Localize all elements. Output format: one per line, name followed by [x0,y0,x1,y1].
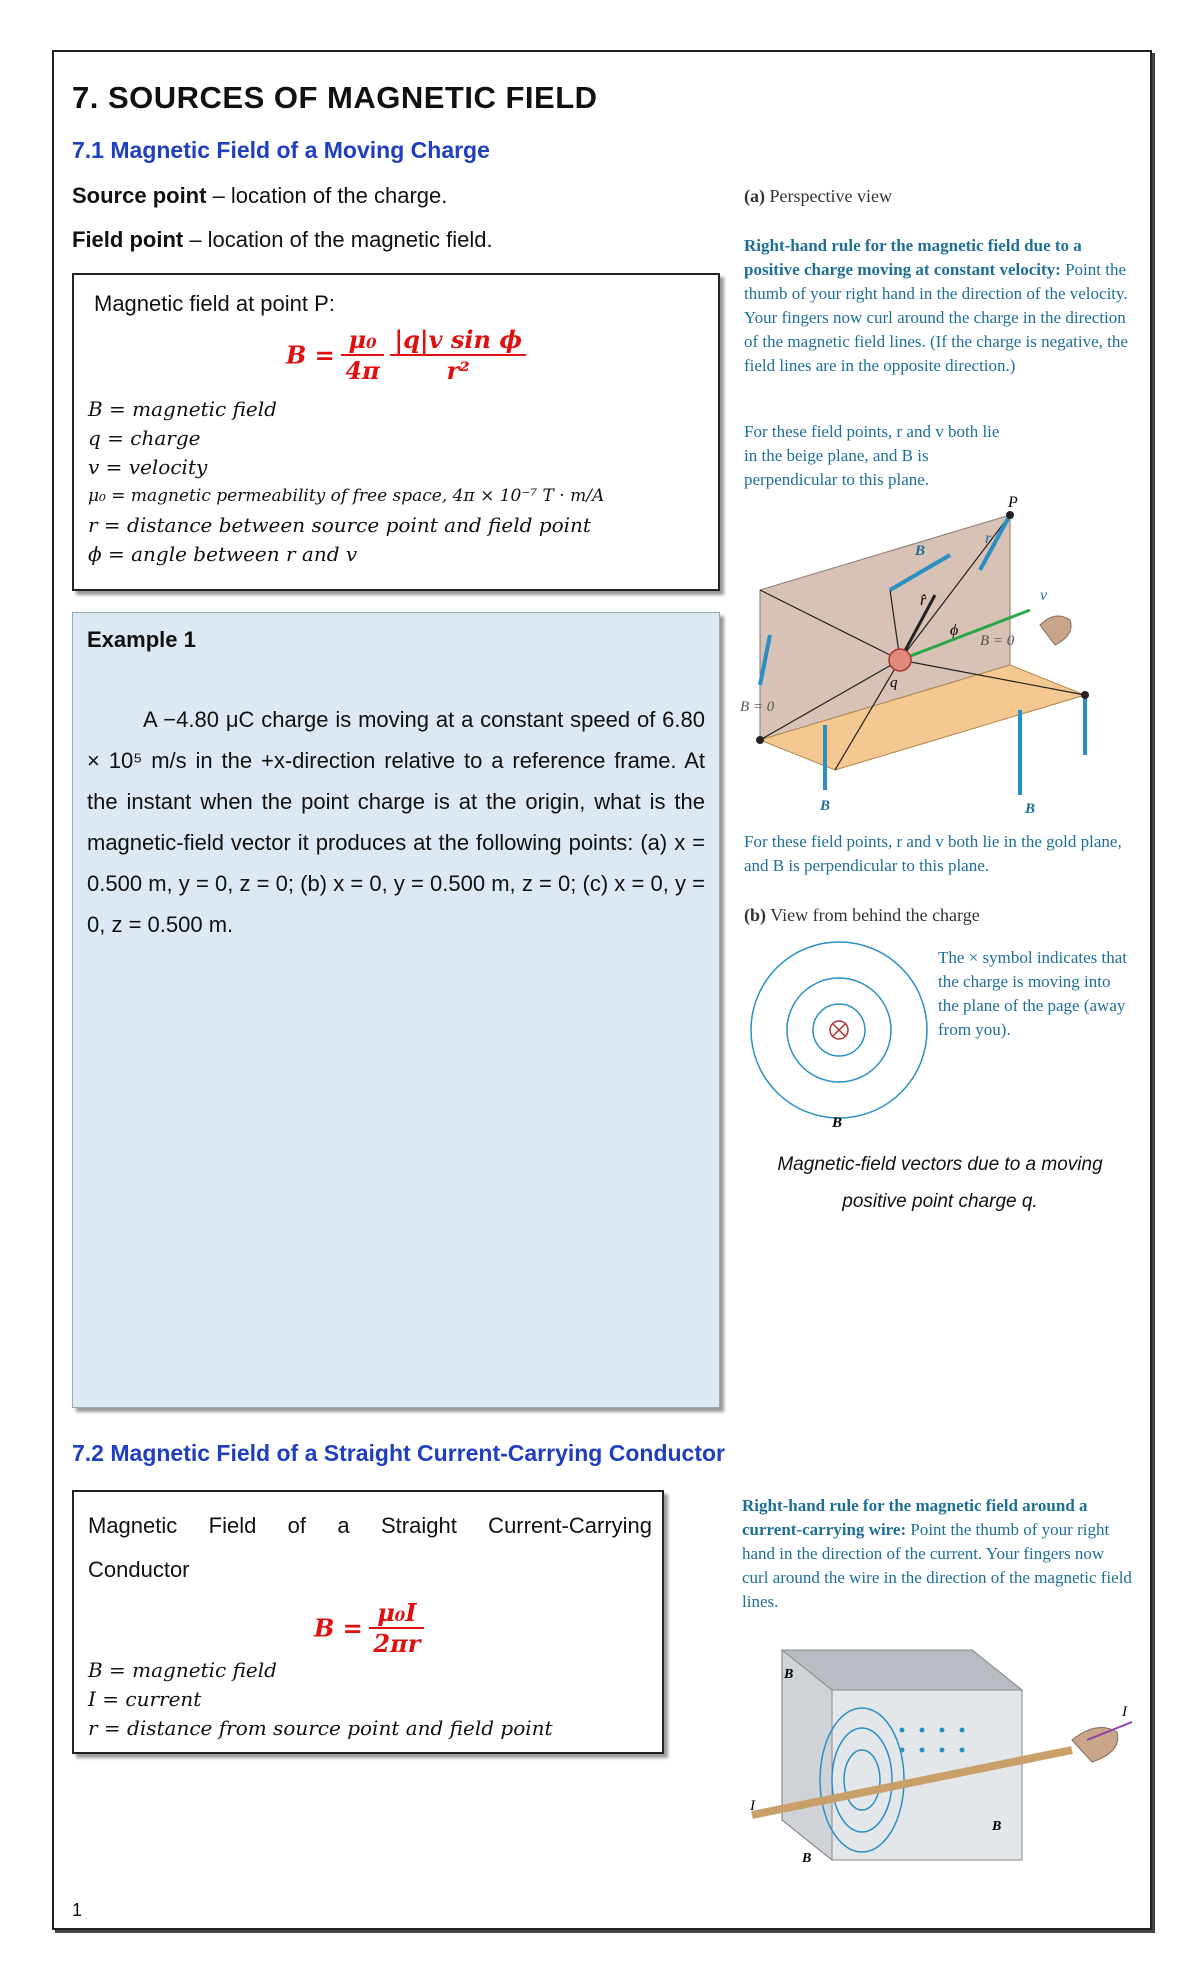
variable-def: B = magnetic field [88,397,277,421]
label-phi: ϕ [950,622,959,639]
example-problem-text: A −4.80 μC charge is moving at a constant speed of 6.80 × 10⁵ m/s in the +x-direction relative to a reference frame. At the instant when the point charge is at the origin, what is the magnetic-field vector it produces at the following points: (a) x = 0.500 m, y = 0, z = 0; (b) x = 0, y = 0.500 m, z = 0; (c) x = 0, y = 0, z = 0.500 m. [87,707,705,937]
figure-a-letter: (a) [744,186,765,206]
figure-a-title: Perspective view [769,186,892,206]
label-v: v [1040,587,1048,604]
moving-charge-formula [286,325,526,385]
wire-rule-body: Point the thumb of your right hand in the direction of the current. Your fingers now curl around the wire in the direction of the magnetic field lines. [742,1520,1132,1611]
right-hand-rule-body: Point the thumb of your right hand in the direction of the velocity. Your fingers now curl around the charge in the direction of the magnetic field lines. (If the charge is negative, the field lines are in the opposite direction.) [744,260,1128,375]
label-b-bottom: B [820,798,831,814]
variable-def: ϕ = angle between r and v [88,542,358,566]
left-zero-dot [756,736,764,744]
point-p-dot [1006,511,1014,519]
label-q: q [890,675,898,691]
perspective-view-diagram [740,495,1140,825]
page-title: 7. SOURCES OF MAGNETIC FIELD [72,80,598,115]
label-b-lower-right: B [992,1819,1002,1834]
label-current-left: I [750,1798,755,1814]
right-hand-rule-text [744,234,1136,378]
formula-box-label: Magnetic field at point P: [94,291,335,316]
variable-def: r = distance from source point and field point [88,1716,553,1740]
cross-symbol-note: The × symbol indicates that the charge is moving into the plane of the page (away from you). [938,948,1127,1039]
variable-def: μ₀ = magnetic permeability of free space, 4π × 10⁻⁷ T · m/A [88,486,605,506]
label-rhat: r̂ [920,592,927,609]
label-b-circle: B [832,1115,843,1131]
figure-b-label [744,905,980,926]
behind-view-diagram [744,935,934,1135]
figure-b-letter: (b) [744,905,766,925]
conductor-formula-lhs: B = [314,1613,363,1643]
label-b-zero-right: B = 0 [980,633,1015,649]
section-7-1-heading: 7.1 Magnetic Field of a Moving Charge [72,137,490,163]
conductor-box-label-line1: Magnetic Field of a Straight Current-Carrying [88,1513,652,1538]
label-point-p: P [1008,495,1018,511]
label-b-top: B [915,543,926,559]
page-number: 1 [72,1900,83,1920]
field-point-text: – location of the magnetic field. [183,227,493,252]
formula-num-qvsin: |q|v sin ϕ [390,325,526,356]
figure-caption-line1: Magnetic-field vectors due to a moving [777,1154,1103,1175]
straight-conductor-formula-box [72,1490,664,1754]
conductor-formula-den: 2πr [373,1629,421,1658]
section-7-2-heading: 7.2 Magnetic Field of a Straight Current-Carrying Conductor [72,1440,726,1466]
variable-def: v = velocity [88,455,208,479]
conductor-formula-num: μ₀I [369,1598,424,1629]
field-point-definition [72,227,493,253]
wire-rule-heading: Right-hand rule for the magnetic field around a current-carrying wire: [742,1496,1088,1539]
right-dot [1081,691,1089,699]
wire-right-hand-rule-text [742,1494,1134,1614]
right-hand-icon [1072,1728,1118,1763]
formula-num-mu0: μ₀ [341,325,383,356]
label-current-right: I [1122,1704,1127,1720]
label-b-upper-left: B [784,1667,794,1682]
variable-def: B = magnetic field [88,1658,277,1682]
right-hand-rule-heading: Right-hand rule for the magnetic field due to a positive charge moving at constant velocity: [744,236,1082,279]
label-b-zero-left: B = 0 [740,699,775,715]
variable-list [88,395,713,569]
label-r: r [985,530,992,547]
conductor-formula-fraction [369,1598,424,1658]
source-point-text: – location of the charge. [206,183,448,208]
formula-den-4pi: 4π [345,356,380,385]
example-title: Example 1 [87,627,196,652]
label-b-lower-left: B [802,1851,812,1866]
source-point-definition [72,183,447,209]
example-1-box [72,612,720,1408]
variable-def: I = current [88,1687,202,1711]
figure-b-title: View from behind the charge [770,905,980,925]
figure-caption-line2: positive point charge q. [842,1191,1038,1212]
conductor-box-label-line2: Conductor [88,1557,190,1582]
label-b-bottom-right: B [1025,801,1036,817]
formula-lhs: B = [286,340,335,370]
current-wire-diagram [742,1630,1142,1870]
figure-a-label [744,186,892,207]
moving-charge-formula-box [72,273,720,591]
gold-plane-note: For these field points, r and v both lie in the gold plane, and B is perpendicular to this plane. [744,832,1122,875]
conductor-variable-list [88,1656,648,1743]
right-hand-icon [1040,616,1071,645]
figure-caption [744,1146,1136,1220]
field-point-term: Field point [72,227,184,252]
source-point-term: Source point [72,183,207,208]
point-charge [889,649,911,671]
formula-den-r2: r² [446,356,470,385]
formula-fraction-constant [341,325,383,385]
formula-fraction-variable [390,325,526,385]
cube-front-face [832,1690,1022,1860]
variable-def: r = distance between source point and field point [88,513,591,537]
variable-def: q = charge [88,426,201,450]
conductor-formula [314,1598,424,1658]
beige-plane-note: For these field points, r and v both lie in the beige plane, and B is perpendicular to this plane. [744,422,1000,489]
